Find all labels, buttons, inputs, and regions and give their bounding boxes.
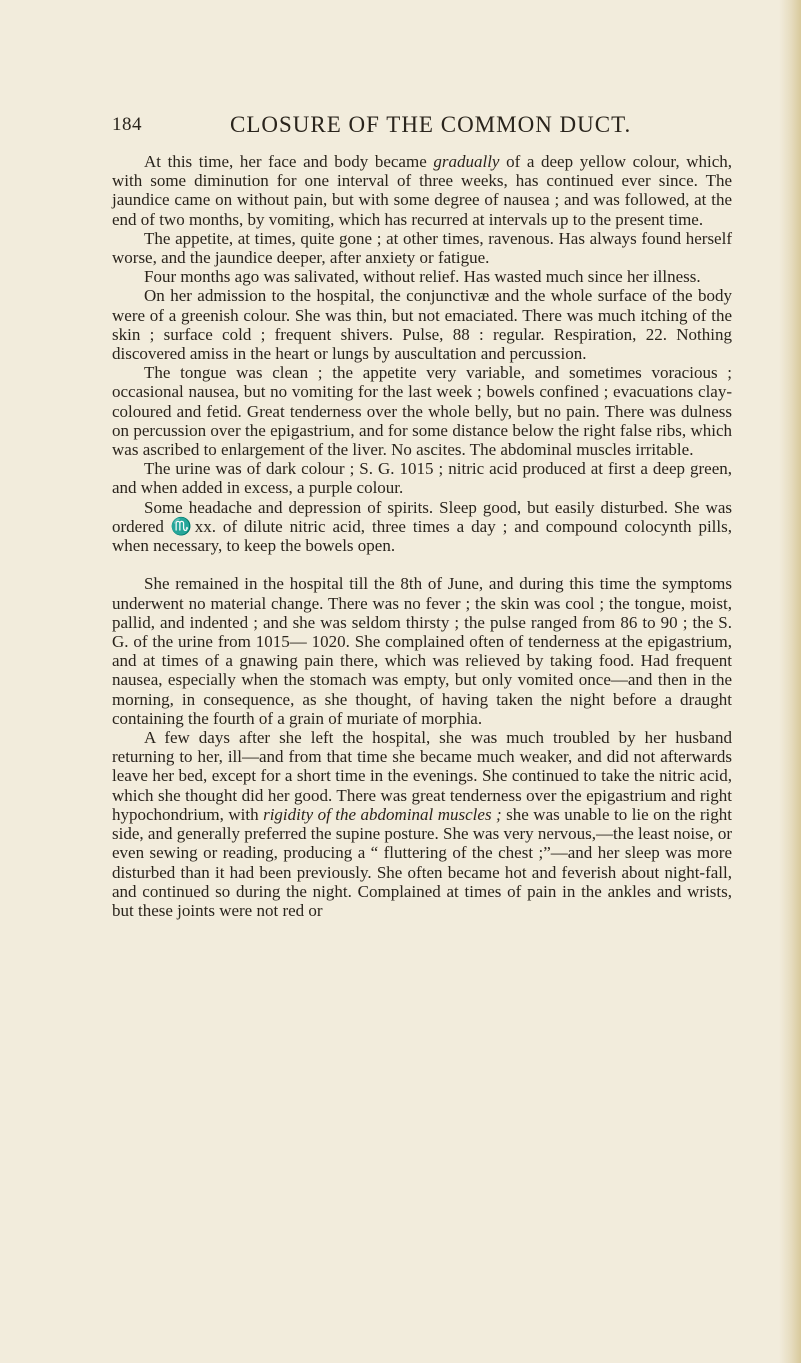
paragraph-9-emphasis: rigidity of the abdominal muscles ; [263,804,502,824]
paragraph-5: The tongue was clean ; the appetite very variable, and sometimes voracious ; occasional nausea, but no vomiting for the last week ; bowels confined ; evacuations clay-coloured and fetid. Great tenderness over the whole belly, but no pain. There was dulness on percussion over the epigastrium, and for some distance below the right false ribs, which was ascribed to enlargement of the liver. No ascites. The abdominal muscles irritable. [112,363,732,460]
paragraph-6: The urine was of dark colour ; S. G. 1015 ; nitric acid produced at first a deep green, and when added in excess, a purple colour. [112,459,732,498]
paragraph-3: Four months ago was salivated, without relief. Has wasted much since her illness. [144,267,701,287]
paragraph-9 [112,728,732,920]
body-text [112,152,732,920]
page-number: 184 [112,114,142,135]
paragraph-7: Some headache and depression of spirits. Sleep good, but easily disturbed. She was ordered ♏xx. of dilute nitric acid, three times a day ; and compound colocynth pills, when necessary, to keep the bowels open. [112,497,732,556]
paragraph-2: The appetite, at times, quite gone ; at other times, ravenous. Has always found herself worse, and the jaundice deeper, after anxiety or fatigue. [112,228,732,268]
paragraph-9-text-b: she was unable to lie on the right side, and generally preferred the supine posture. She was very nervous,—the least noise, or even sewing or reading, producing a “ fluttering of the chest ;”—and her sleep was more disturbed than it had been previously. She often became hot and feverish about night-fall, and continued so during the night. Complained at times of pain in the ankles and wrists, but these joints were not red or [112,804,732,920]
paragraph-1-text-a: At this time, her face and body became [144,152,434,171]
paragraph-1-text-b: of a deep yellow colour, which, with some diminution for one interval of three weeks, has continued ever since. The jaundice came on without pain, but with some degree of nausea ; and was followed, at the end of two months, by vomiting, which has recurred at intervals up to the present time. [112,152,732,229]
paragraph-8: She remained in the hospital till the 8th of June, and during this time the symptoms underwent no material change. There was no fever ; the skin was cool ; the tongue, moist, pallid, and indented ; and she was seldom thirsty ; the pulse ranged from 86 to 90 ; the S. G. of the urine from 1015— 1020. She complained often of tenderness at the epigastrium, and at times of a gnawing pain there, which was relieved by taking food. Had frequent nausea, especially when the stomach was empty, but only vomited once—and then in the morning, in consequence, as she thought, of having taken the night before a draught containing the fourth of a grain of muriate of morphia. [112,574,732,728]
page-edge-shading [779,0,801,1363]
page-header [112,112,732,142]
running-head: CLOSURE OF THE COMMON DUCT. [230,112,632,137]
paragraph-1 [112,152,732,229]
paragraph-9-text-a: A few days after she left the hospital, she was much troubled by her husband returning to her, ill—and from that time she became much weaker, and did not afterwards leave her bed, except for a short time in the evenings. She continued to take the nitric acid, which she thought did her good. There was great tenderness over the epigastrium and right hypochondrium, with [112,728,732,824]
paragraph-4: On her admission to the hospital, the conjunctivæ and the whole surface of the body were of a greenish colour. She was thin, but not emaciated. There was much itching of the skin ; surface cold ; frequent shivers. Pulse, 88 : regular. Respiration, 22. Nothing discovered amiss in the heart or lungs by auscultation and percussion. [112,286,732,364]
paragraph-1-emphasis: gradually [433,152,500,171]
